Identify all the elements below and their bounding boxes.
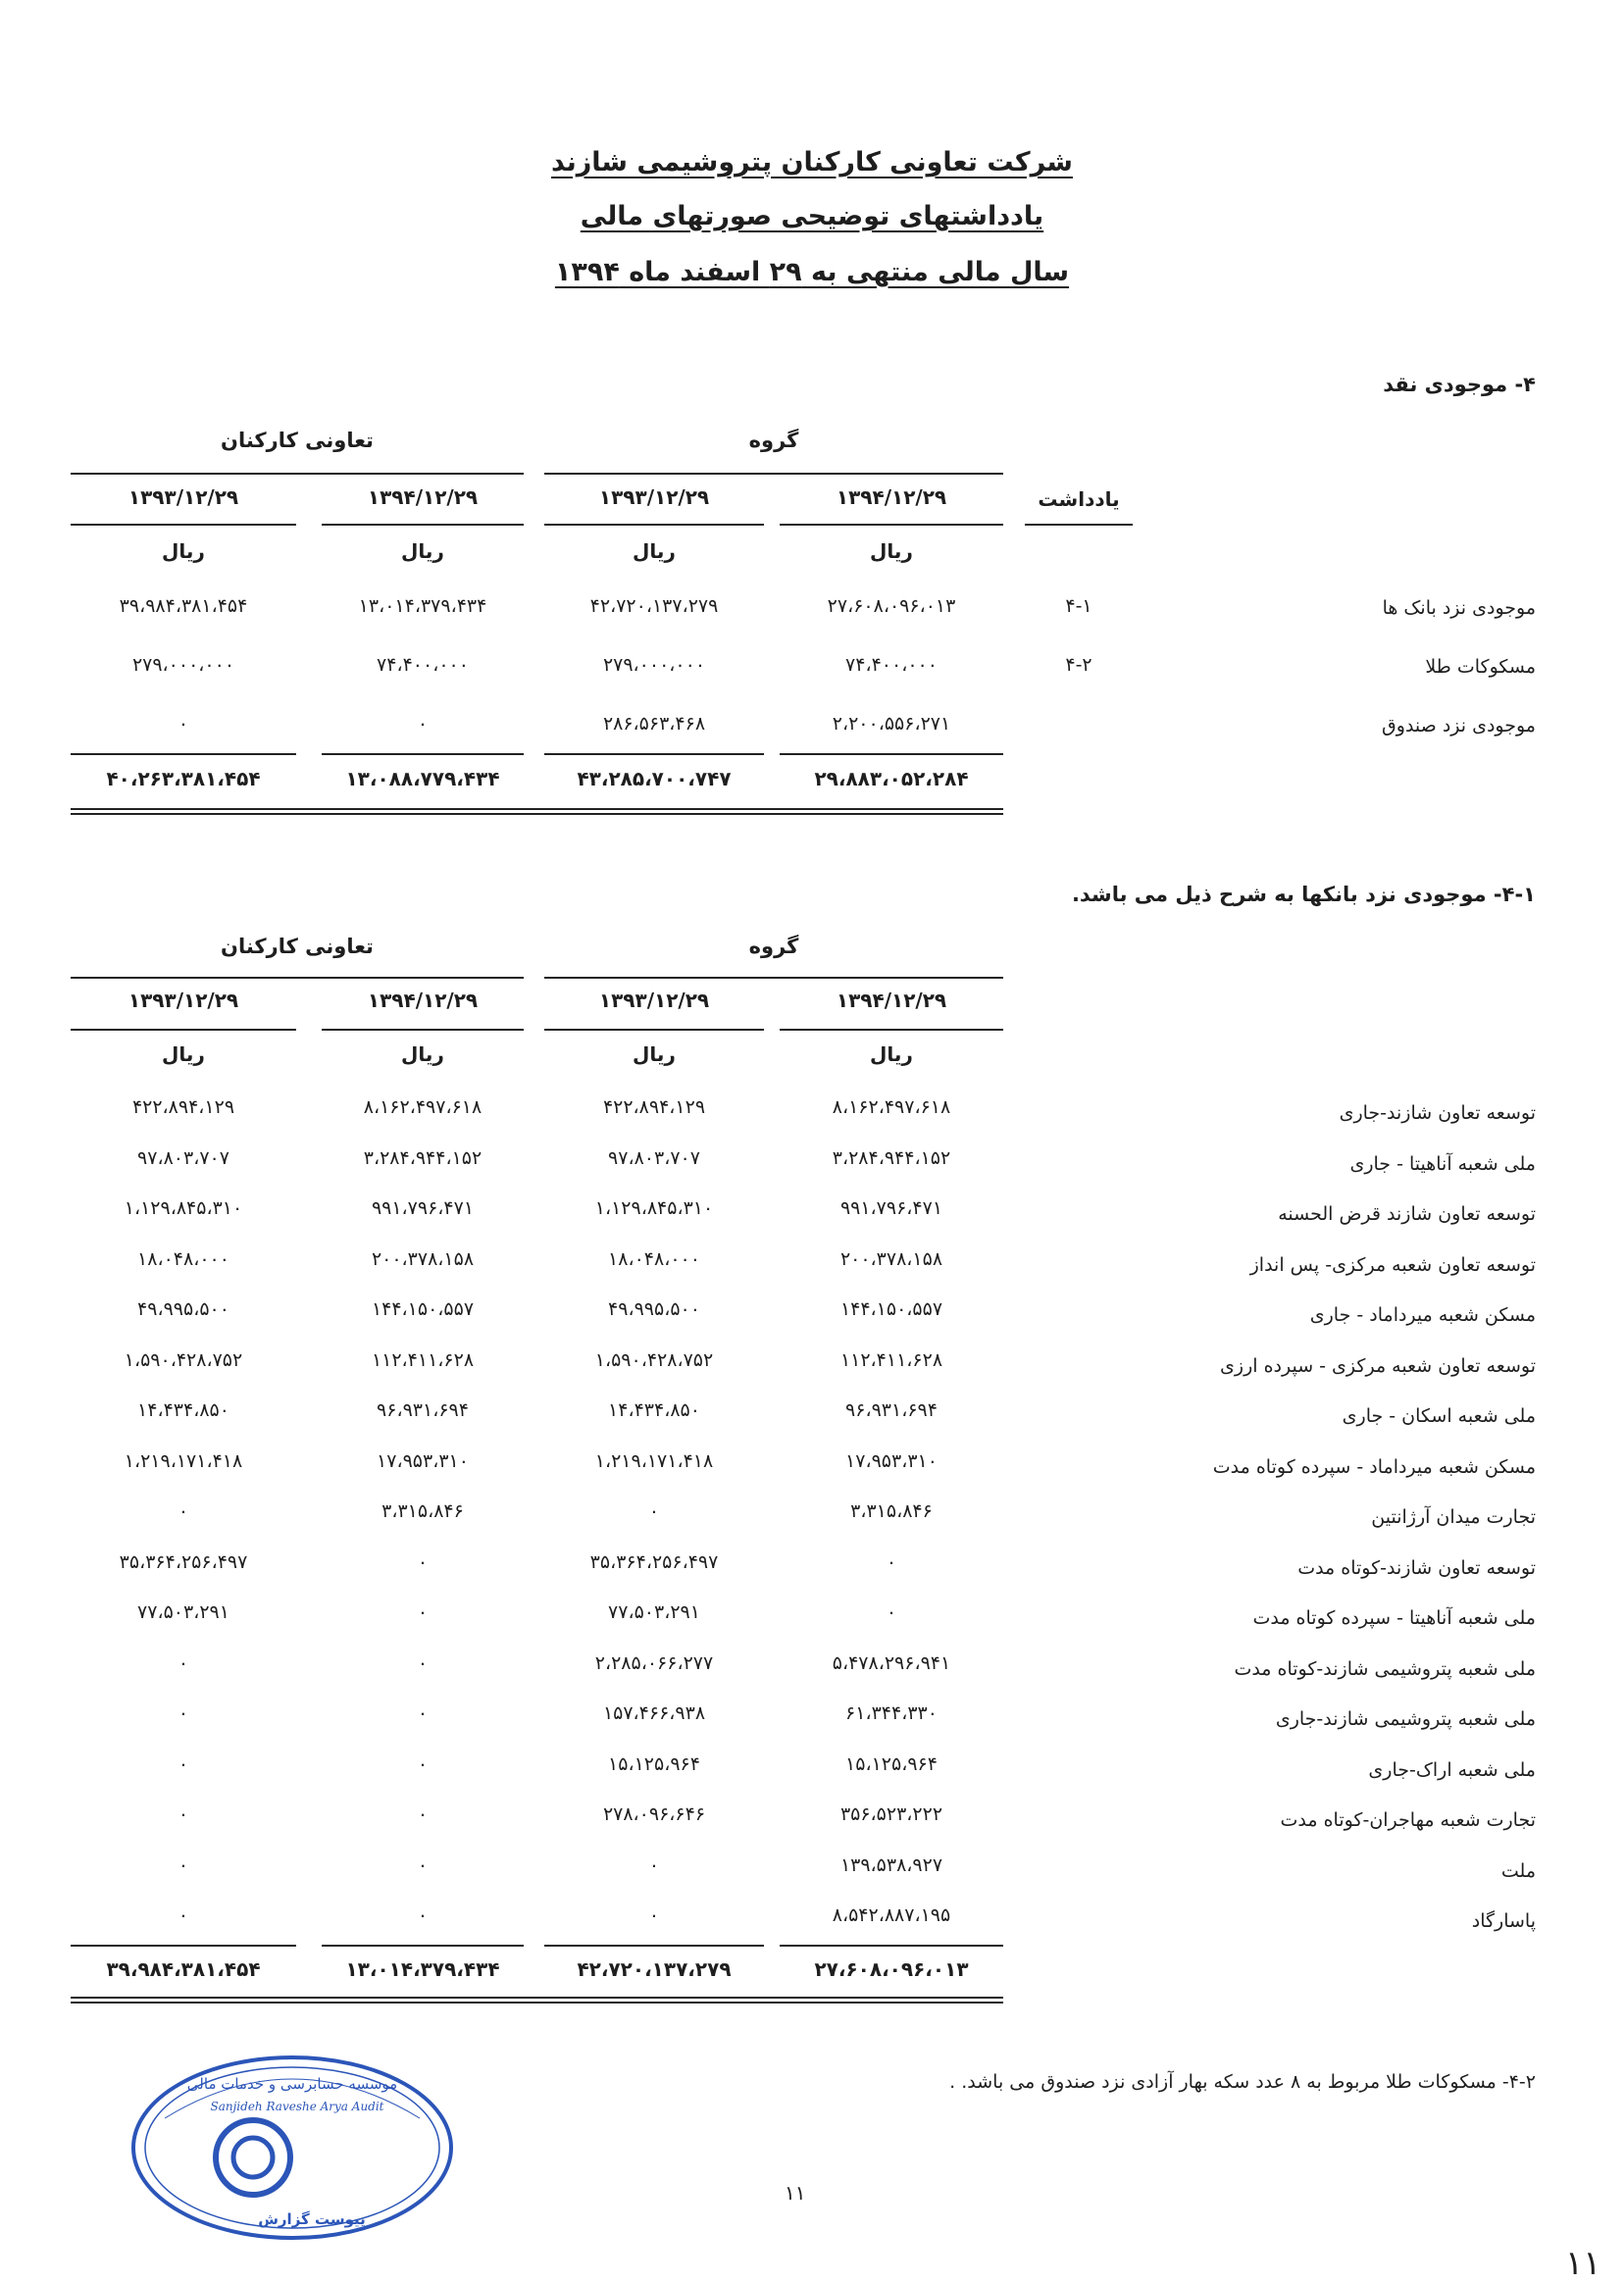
row-value: ۲۸۶،۵۶۳،۴۶۸	[602, 713, 706, 735]
row-value: ۲۷،۶۰۸،۰۹۶،۰۱۳	[827, 595, 956, 617]
bank-value: ۱۸،۰۴۸،۰۰۰	[137, 1247, 229, 1270]
bank-value: ۰	[886, 1601, 897, 1623]
bank-value: ۴۲۲،۸۹۴،۱۲۹	[602, 1096, 706, 1118]
row-value: ۲،۲۰۰،۵۵۶،۲۷۱	[832, 713, 951, 735]
bank-label: ملی شعبه پتروشیمی شازند-جاری	[1275, 1708, 1536, 1730]
bank-value: ۰	[178, 1752, 189, 1775]
bank-value: ۱،۵۹۰،۴۲۸،۷۵۲	[594, 1348, 714, 1371]
bank-value: ۰	[648, 1904, 660, 1926]
bank-value: ۰	[417, 1702, 429, 1724]
bank-label: ملت	[1500, 1859, 1536, 1882]
bank-value: ۱۳۹،۵۳۸،۹۲۷	[839, 1853, 943, 1876]
bank-value: ۰	[417, 1601, 429, 1623]
bank-value: ۴۲۲،۸۹۴،۱۲۹	[131, 1096, 235, 1118]
unit-label: ریال	[162, 539, 205, 563]
note-4-2: ۴-۲- مسکوکات طلا مربوط به ۸ عدد سکه بهار آزادی نزد صندوق می باشد. .	[949, 2071, 1536, 2093]
bank-value: ۱۵،۱۲۵،۹۶۴	[845, 1752, 938, 1775]
company-title: شرکت تعاونی کارکنان پتروشیمی شازند	[551, 147, 1073, 178]
stamp-outer-text: موسسه حسابرسی و خدمات مالی	[186, 2075, 398, 2093]
bank-value: ۱۴۴،۱۵۰،۵۵۷	[839, 1298, 943, 1320]
total-value: ۴۲،۷۲۰،۱۳۷،۲۷۹	[577, 1957, 732, 1981]
bank-value: ۰	[417, 1752, 429, 1775]
bank-value: ۱،۲۱۹،۱۷۱،۴۱۸	[124, 1449, 243, 1472]
col-rule	[71, 524, 296, 526]
bank-value: ۰	[178, 1500, 189, 1522]
fiscal-period: سال مالی منتهی به ۲۹ اسفند ماه ۱۳۹۴	[554, 257, 1070, 287]
bank-label: پاسارگاد	[1471, 1910, 1536, 1932]
bank-value: ۳،۳۱۵،۸۴۶	[381, 1500, 464, 1522]
bank-value: ۱۴،۴۳۴،۸۵۰	[137, 1399, 229, 1421]
bank-label: توسعه تعاون شازند-کوتاه مدت	[1297, 1556, 1536, 1579]
total-value: ۴۰،۲۶۳،۳۸۱،۴۵۴	[106, 767, 261, 790]
bank-value: ۰	[178, 1651, 189, 1674]
bank-value: ۱،۱۲۹،۸۴۵،۳۱۰	[124, 1197, 243, 1219]
col-header: ۱۳۹۴/۱۲/۲۹	[836, 989, 947, 1012]
bank-value: ۳،۳۱۵،۸۴۶	[850, 1500, 933, 1522]
bank-value: ۱۴۴،۱۵۰،۵۵۷	[371, 1298, 475, 1320]
total-value: ۲۷،۶۰۸،۰۹۶،۰۱۳	[814, 1957, 969, 1981]
row-value: ۰	[417, 713, 429, 735]
unit-label: ریال	[633, 1042, 676, 1066]
document-subtitle: یادداشتهای توضیحی صورتهای مالی	[580, 201, 1044, 231]
col-header: ۱۳۹۳/۱۲/۲۹	[598, 989, 710, 1012]
total-value: ۲۹،۸۸۳،۰۵۲،۲۸۴	[814, 767, 969, 790]
bank-value: ۰	[178, 1702, 189, 1724]
coop-label: تعاونی کارکنان	[221, 935, 374, 958]
bank-value: ۱،۱۲۹،۸۴۵،۳۱۰	[594, 1197, 714, 1219]
col-rule	[322, 524, 524, 526]
bank-value: ۱۵،۱۲۵،۹۶۴	[608, 1752, 700, 1775]
bank-value: ۳۵،۳۶۴،۲۵۶،۴۹۷	[119, 1550, 248, 1573]
bank-value: ۰	[417, 1803, 429, 1825]
bank-value: ۳۵،۳۶۴،۲۵۶،۴۹۷	[589, 1550, 719, 1573]
bank-value: ۰	[417, 1853, 429, 1876]
bank-value: ۰	[648, 1500, 660, 1522]
bank-value: ۰	[417, 1550, 429, 1573]
bank-value: ۹۶،۹۳۱،۶۹۴	[377, 1399, 469, 1421]
bank-value: ۲۰۰،۳۷۸،۱۵۸	[839, 1247, 943, 1270]
bank-value: ۴۹،۹۹۵،۵۰۰	[608, 1298, 700, 1320]
col-rule	[544, 524, 764, 526]
unit-label: ریال	[870, 1042, 913, 1066]
stamp-latin-text: Sanjideh Raveshe Arya Audit	[210, 2100, 384, 2113]
row-value: ۰	[178, 713, 189, 735]
subtotal-rule	[322, 1945, 524, 1947]
bank-label: ملی شعبه اسکان - جاری	[1342, 1405, 1536, 1427]
note-col-header: یادداشت	[1038, 487, 1120, 511]
row-label: موجودی نزد بانک ها	[1382, 597, 1536, 619]
bank-label: توسعه تعاون شازند-جاری	[1339, 1102, 1536, 1124]
group-label: گروه	[748, 429, 799, 452]
bank-label: مسکن شعبه میرداماد - سپرده کوتاه مدت	[1212, 1455, 1536, 1478]
bank-value: ۰	[178, 1853, 189, 1876]
row-value: ۷۴،۴۰۰،۰۰۰	[845, 654, 938, 676]
bank-value: ۰	[886, 1550, 897, 1573]
bank-value: ۲،۲۸۵،۰۶۶،۲۷۷	[594, 1651, 714, 1674]
bank-value: ۰	[417, 1651, 429, 1674]
col-rule	[780, 524, 1003, 526]
group-rule	[544, 473, 1003, 475]
bank-value: ۹۶،۹۳۱،۶۹۴	[845, 1399, 938, 1421]
bank-value: ۱۱۲،۴۱۱،۶۲۸	[839, 1348, 943, 1371]
total-value: ۱۳،۰۱۴،۳۷۹،۴۳۴	[345, 1957, 500, 1981]
auditor-stamp	[126, 2050, 459, 2246]
bank-value: ۰	[648, 1853, 660, 1876]
coop-label: تعاونی کارکنان	[221, 429, 374, 452]
bank-value: ۹۹۱،۷۹۶،۴۷۱	[371, 1197, 475, 1219]
corner-page-number: ۱۱	[1565, 2244, 1601, 2283]
unit-label: ریال	[870, 539, 913, 563]
subtotal-rule	[544, 1945, 764, 1947]
col-header: ۱۳۹۳/۱۲/۲۹	[127, 485, 239, 509]
col-header: ۱۳۹۴/۱۲/۲۹	[367, 485, 479, 509]
bank-value: ۱،۵۹۰،۴۲۸،۷۵۲	[124, 1348, 243, 1371]
bank-value: ۰	[417, 1904, 429, 1926]
row-value: ۲۷۹،۰۰۰،۰۰۰	[131, 654, 235, 676]
row-note-ref: ۴-۱	[1065, 595, 1092, 617]
bank-value: ۶۱،۳۴۴،۳۳۰	[845, 1702, 938, 1724]
row-value: ۳۹،۹۸۴،۳۸۱،۴۵۴	[119, 595, 248, 617]
bank-value: ۱۵۷،۴۶۶،۹۳۸	[602, 1702, 706, 1724]
bank-value: ۵،۴۷۸،۲۹۶،۹۴۱	[832, 1651, 951, 1674]
unit-label: ریال	[162, 1042, 205, 1066]
bank-label: ملی شعبه آناهیتا - سپرده کوتاه مدت	[1252, 1607, 1536, 1629]
row-label: مسکوکات طلا	[1425, 656, 1536, 678]
row-value: ۷۴،۴۰۰،۰۰۰	[377, 654, 469, 676]
bank-value: ۷۷،۵۰۳،۲۹۱	[137, 1601, 229, 1623]
row-value: ۲۷۹،۰۰۰،۰۰۰	[602, 654, 706, 676]
stamp-bottom-text: پیوست گزارش	[258, 2210, 366, 2228]
bank-label: ملی شعبه آناهیتا - جاری	[1349, 1152, 1536, 1175]
total-value: ۱۳،۰۸۸،۷۷۹،۴۳۴	[345, 767, 500, 790]
bank-value: ۱۷،۹۵۳،۳۱۰	[845, 1449, 938, 1472]
note-col-rule	[1025, 524, 1133, 526]
bank-label: ملی شعبه اراک-جاری	[1368, 1758, 1536, 1781]
bank-value: ۱۱۲،۴۱۱،۶۲۸	[371, 1348, 475, 1371]
bank-label: توسعه تعاون شعبه مرکزی- پس انداز	[1249, 1253, 1536, 1276]
bank-value: ۱،۲۱۹،۱۷۱،۴۱۸	[594, 1449, 714, 1472]
col-header: ۱۳۹۴/۱۲/۲۹	[836, 485, 947, 509]
bank-value: ۲۰۰،۳۷۸،۱۵۸	[371, 1247, 475, 1270]
bank-value: ۱۷،۹۵۳،۳۱۰	[377, 1449, 469, 1472]
bank-value: ۹۹۱،۷۹۶،۴۷۱	[839, 1197, 943, 1219]
bank-value: ۸،۱۶۲،۴۹۷،۶۱۸	[832, 1096, 951, 1118]
page-number: ۱۱	[785, 2181, 806, 2205]
bank-label: توسعه تعاون شازند قرض الحسنه	[1278, 1203, 1536, 1225]
col-header: ۱۳۹۳/۱۲/۲۹	[127, 989, 239, 1012]
bank-label: تجارت شعبه مهاجران-کوتاه مدت	[1280, 1809, 1536, 1831]
col-rule	[780, 1029, 1003, 1031]
bank-value: ۹۷،۸۰۳،۷۰۷	[608, 1146, 700, 1169]
subtotal-rule	[322, 753, 524, 755]
unit-label: ریال	[401, 1042, 444, 1066]
bank-value: ۲۷۸،۰۹۶،۶۴۶	[602, 1803, 706, 1825]
coop-rule	[71, 473, 524, 475]
bank-label: تجارت میدان آرژانتین	[1371, 1506, 1536, 1528]
bank-value: ۱۸،۰۴۸،۰۰۰	[608, 1247, 700, 1270]
bank-label: ملی شعبه پتروشیمی شازند-کوتاه مدت	[1234, 1657, 1536, 1680]
total-double-rule	[71, 808, 1003, 815]
bank-value: ۰	[178, 1803, 189, 1825]
section-4-title: ۴- موجودی نقد	[1383, 373, 1536, 396]
bank-label: مسکن شعبه میرداماد - جاری	[1309, 1304, 1536, 1326]
group-label: گروه	[748, 935, 799, 958]
bank-value: ۳۵۶،۵۲۳،۲۲۲	[839, 1803, 943, 1825]
unit-label: ریال	[633, 539, 676, 563]
bank-value: ۳،۲۸۴،۹۴۴،۱۵۲	[832, 1146, 951, 1169]
bank-value: ۸،۱۶۲،۴۹۷،۶۱۸	[363, 1096, 482, 1118]
col-rule	[544, 1029, 764, 1031]
bank-label: توسعه تعاون شعبه مرکزی - سپرده ارزی	[1220, 1354, 1536, 1377]
section-4-1-title: ۴-۱- موجودی نزد بانکها به شرح ذیل می باشد.	[1071, 883, 1536, 906]
total-value: ۴۳،۲۸۵،۷۰۰،۷۴۷	[577, 767, 732, 790]
col-rule	[71, 1029, 296, 1031]
total-double-rule	[71, 1997, 1003, 2004]
col-rule	[322, 1029, 524, 1031]
subtotal-rule	[780, 753, 1003, 755]
subtotal-rule	[71, 1945, 296, 1947]
bank-value: ۷۷،۵۰۳،۲۹۱	[608, 1601, 700, 1623]
bank-value: ۹۷،۸۰۳،۷۰۷	[137, 1146, 229, 1169]
subtotal-rule	[544, 753, 764, 755]
subtotal-rule	[780, 1945, 1003, 1947]
col-header: ۱۳۹۳/۱۲/۲۹	[598, 485, 710, 509]
row-label: موجودی نزد صندوق	[1382, 715, 1536, 736]
coop-rule	[71, 977, 524, 979]
total-value: ۳۹،۹۸۴،۳۸۱،۴۵۴	[106, 1957, 261, 1981]
unit-label: ریال	[401, 539, 444, 563]
group-rule	[544, 977, 1003, 979]
subtotal-rule	[71, 753, 296, 755]
bank-value: ۴۹،۹۹۵،۵۰۰	[137, 1298, 229, 1320]
bank-value: ۸،۵۴۲،۸۸۷،۱۹۵	[832, 1904, 951, 1926]
row-value: ۴۲،۷۲۰،۱۳۷،۲۷۹	[589, 595, 719, 617]
row-note-ref: ۴-۲	[1065, 654, 1092, 676]
row-value: ۱۳،۰۱۴،۳۷۹،۴۳۴	[358, 595, 487, 617]
bank-value: ۳،۲۸۴،۹۴۴،۱۵۲	[363, 1146, 482, 1169]
bank-value: ۱۴،۴۳۴،۸۵۰	[608, 1399, 700, 1421]
bank-value: ۰	[178, 1904, 189, 1926]
col-header: ۱۳۹۴/۱۲/۲۹	[367, 989, 479, 1012]
